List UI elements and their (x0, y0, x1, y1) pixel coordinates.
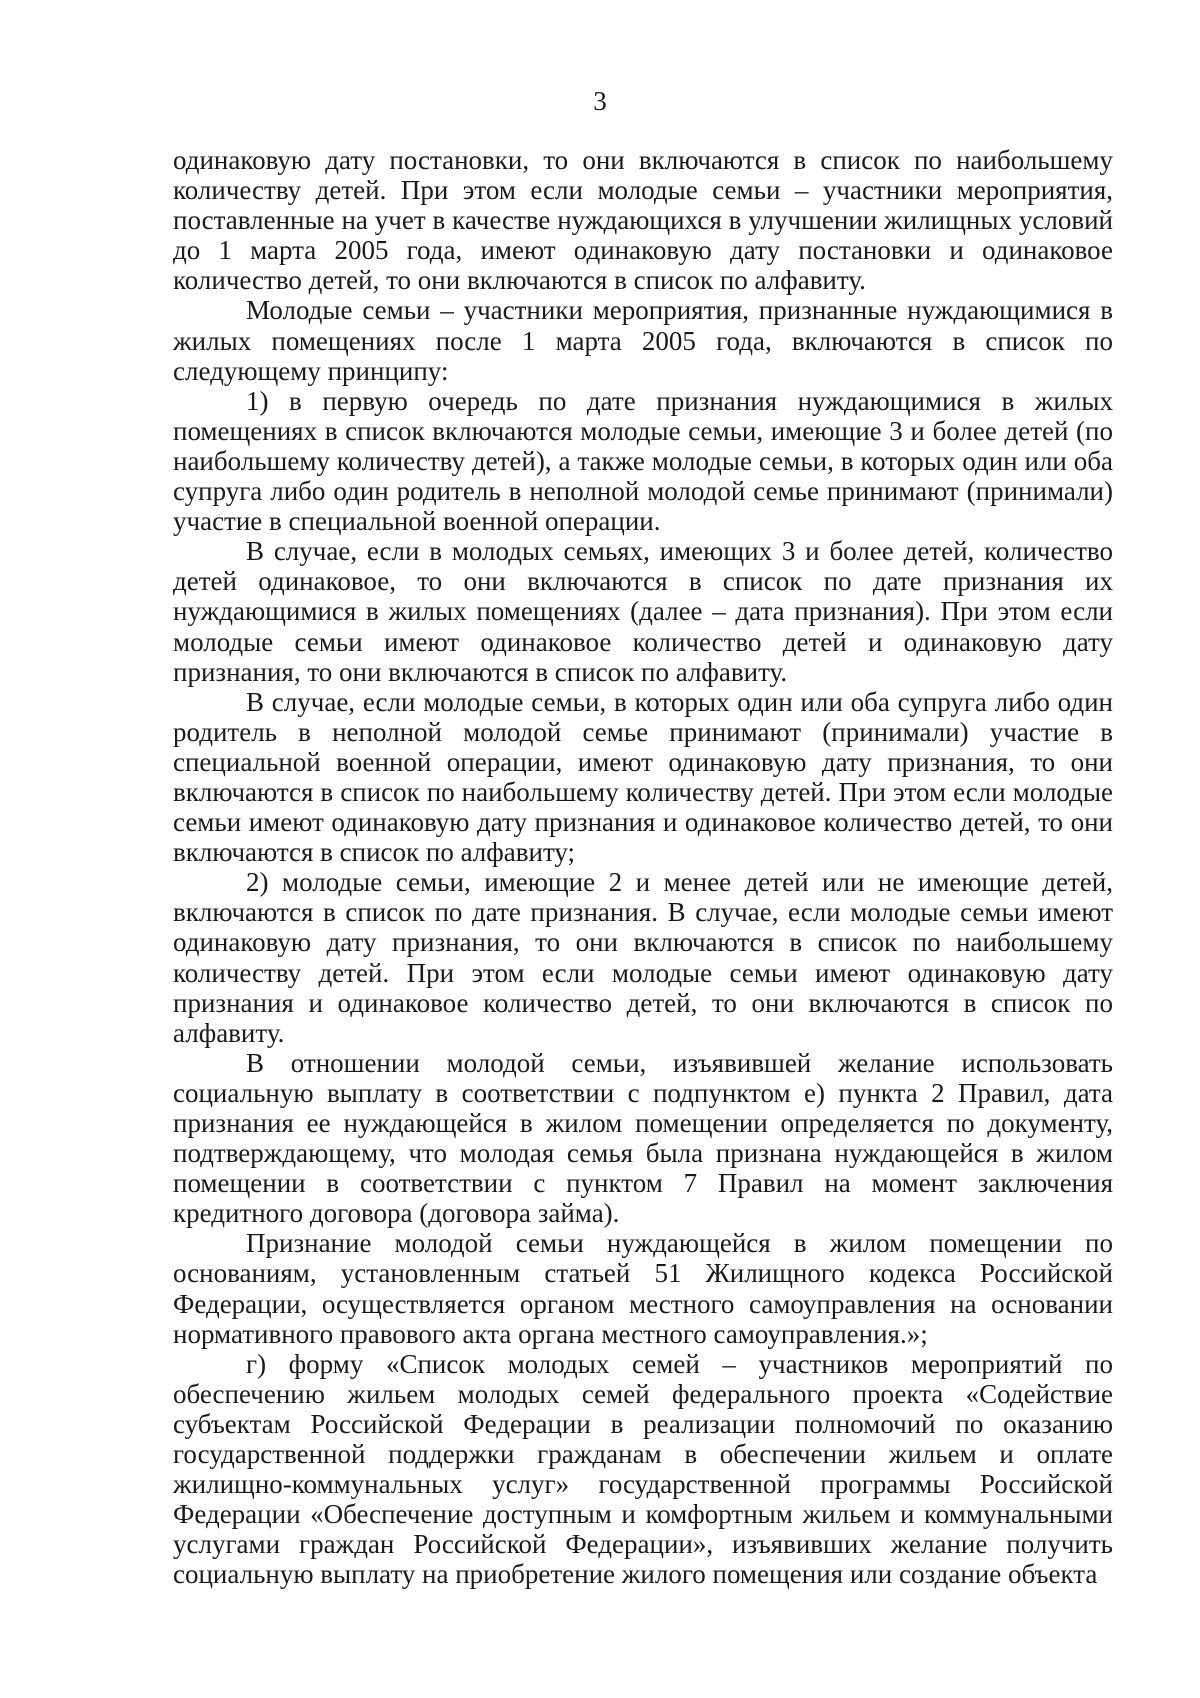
paragraph: 1) в первую очередь по дате признания нуждающимися в жилых помещениях в список включаются молодые семьи, имеющие 3 и более детей (по наибольшему количеству детей), а также молодые семьи, в которых один или оба супруга либо один родитель в неполной молодой семье принимают (принимали) участие в специальной военной операции. (173, 385, 1113, 537)
paragraph: одинаковую дату постановки, то они включаются в список по наибольшему количеству детей. При этом если молодые семьи – участники мероприятия, поставленные на учет в качестве нуждающихся в улучшении жилищных условий до 1 марта 2005 года, имеют одинаковую дату постановки и одинаковое количество детей, то они включаются в список по алфавиту. (173, 145, 1113, 296)
page-number: 3 (593, 86, 607, 116)
paragraph: В случае, если молодые семьи, в которых один или оба супруга либо один родитель в неполной молодой семье принимают (принимали) участие в специальной военной операции, имеют одинаковую дату признания, то они включаются в список по наибольшему количеству детей. При этом если молодые семьи имеют одинаковую дату признания и одинаковое количество детей, то они включаются в список по алфавиту; (173, 686, 1113, 868)
paragraph: В отношении молодой семьи, изъявившей желание использовать социальную выплату в соответствии с подпунктом е) пункта 2 Правил, дата признания ее нуждающейся в жилом помещении определяется по документу, подтверждающему, что молодая семья была признана нуждающейся в жилом помещении в соответствии с пунктом 7 Правил на момент заключения кредитного договора (договора займа). (173, 1047, 1113, 1229)
paragraph: Молодые семьи – участники мероприятия, признанные нуждающимися в жилых помещениях после 1 марта 2005 года, включаются в список по следующему принципу: (173, 295, 1113, 386)
paragraph: Признание молодой семьи нуждающейся в жилом помещении по основаниям, установленным статьей 51 Жилищного кодекса Российской Федерации, осуществляется органом местного самоуправления на основании нормативного правового акта органа местного самоуправления.»; (173, 1228, 1113, 1349)
paragraph: 2) молодые семьи, имеющие 2 и менее детей или не имеющие детей, включаются в список по дате признания. В случае, если молодые семьи имеют одинаковую дату признания, то они включаются в список по наибольшему количеству детей. При этом если молодые семьи имеют одинаковую дату признания и одинаковое количество детей, то они включаются в список по алфавиту. (173, 867, 1113, 1048)
paragraph: г) форму «Список молодых семей – участников мероприятий по обеспечению жильем молодых семей федерального проекта «Содействие субъектам Российской Федерации в реализации полномочий по оказанию государственной поддержки гражданам в обеспечении жильем и оплате жилищно-коммунальных услуг» государственной программы Российской Федерации «Обеспечение доступным и комфортным жильем и коммунальными услугами граждан Российской Федерации», изъявивших желание получить социальную выплату на приобретение жилого помещения или создание объекта (173, 1348, 1113, 1590)
document-body (173, 145, 1113, 1590)
paragraph: В случае, если в молодых семьях, имеющих 3 и более детей, количество детей одинаковое, то они включаются в список по дате признания их нуждающимися в жилых помещениях (далее – дата признания). При этом если молодые семьи имеют одинаковое количество детей и одинаковую дату признания, то они включаются в список по алфавиту. (173, 536, 1113, 687)
